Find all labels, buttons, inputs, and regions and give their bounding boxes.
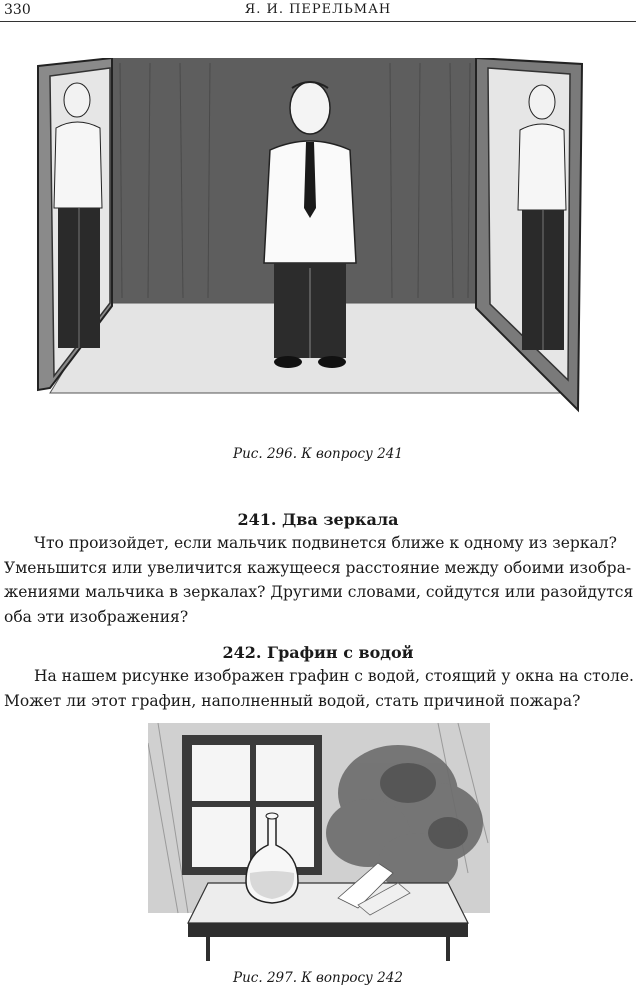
paragraph [4,531,632,629]
header-rule [0,21,636,22]
figure-caption: Рис. 296. К вопросу 241 [233,446,403,462]
figure-decanter-illustration [148,723,490,961]
paragraph [4,664,632,713]
running-head: Я. И. ПЕРЕЛЬМАН [244,2,392,17]
text-line: Что произойдет, если мальчик подвинется ближе к одному из зеркал? [34,534,617,552]
figure-two-mirrors-illustration [30,58,606,420]
text-line: Может ли этот графин, наполненный водой, стать причиной пожара? [4,691,581,710]
text-line: На нашем рисунке изображен графин с водой, стоящий у окна на столе. [34,667,634,685]
page-header [0,0,636,22]
section-heading: 241. Два зеркала [237,510,399,529]
figure-caption: Рис. 297. К вопросу 242 [233,970,403,986]
text-line: Уменьшится или увеличится кажущееся расстояние между обоими изобра- [4,558,632,577]
text-line: жениями мальчика в зеркалах? Другими словами, сойдутся или разойдутся [4,583,634,601]
page-number: 330 [4,2,31,18]
text-line: оба эти изображения? [4,607,189,626]
section-heading: 242. Графин с водой [222,643,414,662]
